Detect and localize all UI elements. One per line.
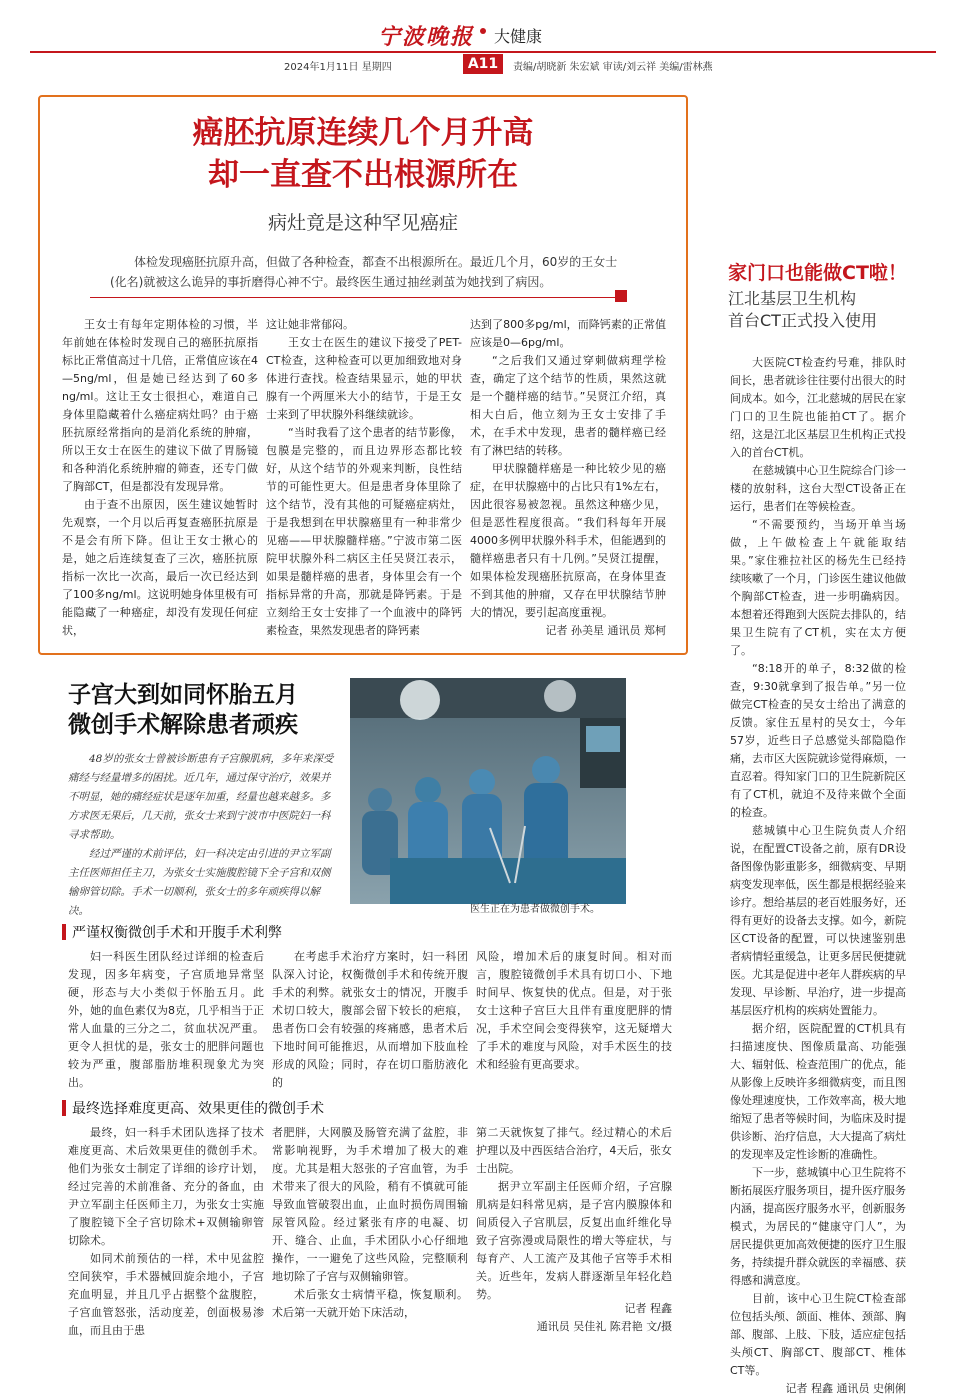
paragraph: 如同术前预估的一样，术中见盆腔空间狭窄，手术器械回旋余地小，子宫充血明显，并且几乎占据整个盆腹腔，子宫血管怒张，活动度差，创面极易渗血，而且由于患	[68, 1252, 264, 1337]
paragraph: 者肥胖，大网膜及肠管充满了盆腔，非常影响视野，为手术增加了极大的难度。尤其是粗大怒张的子宫血管，为手术带来了很大的风险，稍有不慎就可能导致血管破裂出血，止血时损伤周围输尿管风险。经过紧张有序的电凝、切开、缝合、止血，手术团队小心仔细地操作，一一避免了这些风险，完整顺利地切除了子宫与双侧输卵管。	[272, 1126, 468, 1283]
surgery-photo-illustration	[350, 678, 626, 904]
section-name: 大健康	[494, 27, 543, 46]
article2-section1-column-3	[476, 948, 672, 1088]
paragraph: 风险，增加术后的康复时间。相对而言，腹腔镜微创手术具有切口小、下地时间早、恢复快的优点。但是，对于张女士这种子宫巨大且伴有重度肥胖的情况，手术空间会变得狭窄，这无疑增大了手术的难度与风险，对手术医生的技术和经验有更高要求。	[476, 950, 672, 1071]
sidebar-subheadline	[728, 288, 877, 332]
editor-credits: 责编/胡晓新 朱宏斌 审读/刘云祥 美编/雷林燕	[513, 62, 713, 73]
paragraph: 妇一科医生团队经过详细的检查后发现，因多年病变，子宫质地异常坚硬，形态与大小类似于怀胎五月。此外，她的血色素仅为8克，几乎相当于正常人血量的三分之二，贫血状况严重。更令人担忧的是，张女士的肥胖问题也较为严重，腹部脂肪堆积现象尤为突出。	[68, 950, 264, 1089]
photo-caption: 医生正在为患者做微创手术。	[470, 904, 600, 915]
lead-divider	[90, 297, 615, 298]
sidebar-subheadline-line2: 首台CT正式投入使用	[728, 311, 877, 330]
sidebar-subheadline-line1: 江北基层卫生机构	[728, 289, 857, 308]
paragraph: “当时我看了这个患者的结节影像，包膜是完整的，而且边界形态都比较好，从这个结节的外观来判断，良性结节的可能性更大。但是患者身体里除了这个结节，没有其他的可疑癌症病灶，于是我想到在甲状腺癌里有一种非常少见癌——甲状腺髓样癌。”宁波市第二医院甲状腺外科二病区主任吴贤江表示，如果是髓样癌的患者，身体里会有一个指标异常的升高，那就是降钙素。于是立刻给王女士安排了一个血液中的降钙素检查，果然发现患者的降钙素	[266, 426, 462, 637]
byline-correspondent: 通讯员 吴佳礼 陈君艳 文/摄	[536, 1320, 672, 1333]
paragraph: 在慈城镇中心卫生院综合门诊一楼的放射科，这台大型CT设备正在运行，患者们在等候检查。	[730, 464, 906, 513]
paragraph: 下一步，慈城镇中心卫生院将不断拓展医疗服务项目，提升医疗服务内涵，提高医疗服务水平，创新服务模式，为居民的“健康守门人”，为居民提供更加高效便捷的医疗卫生服务，持续提升群众就医的幸福感、获得感和满意度。	[730, 1166, 906, 1287]
lead-headline-line2: 却一直查不出根源所在	[208, 157, 518, 193]
paragraph: 据尹立军副主任医师介绍，子宫腺肌病是妇科常见病，是子宫内膜腺体和间质侵入子宫肌层，反复出血纤维化导致子宫弥漫或局限性的增大等症状，与每育产、人工流产及其他子宫等手术相关。近些年，发病人群逐渐呈年轻化趋势。	[476, 1180, 672, 1301]
paragraph: 慈城镇中心卫生院负责人介绍说，在配置CT设备之前，原有DR设备图像伪影重影多，细微病变、早期病变发现率低，医生都是根据经验来诊疗。想给基层的老百姓服务好，还得有更好的设备去支撑。如今，新院区CT设备的配置，可以快速鉴别患者病情轻重缓急，让更多居民便捷就医。尤其是促进中老年人群疾病的早发现、早诊断、早治疗，进一步提高基层医疗机构的疾病处置能力。	[730, 824, 906, 1017]
lead-subheadline: 病灶竟是这种罕见癌症	[267, 212, 458, 234]
lead-column-3	[470, 316, 666, 646]
masthead-rule	[30, 51, 936, 53]
paragraph: “不需要预约，当场开单当场做，上午做检查上午就能取结果。”家住雅拉社区的杨先生已经持续咳嗽了一个月，门诊医生建议他做个胸部CT检查，进一步明确病因。本想着还得跑到大医院去排队的，结果卫生院有了CT机，实在太方便了。	[730, 518, 906, 657]
paragraph: 最终，妇一科手术团队选择了技术难度更高、术后效果更佳的微创手术。他们为张女士制定了详细的诊疗计划，经过完善的术前准备、充分的备血，由尹立军副主任医师主刀，为张女士实施了腹腔镜下全子宫切除术+双侧输卵管切除术。	[68, 1126, 264, 1247]
lead-intro: 体检发现癌胚抗原升高，但做了各种检查，都查不出根源所在。最近几个月，60岁的王女士(化名)就被这么诡异的事折磨得心神不宁。最终医生通过抽丝剥茧为她找到了病因。	[110, 255, 618, 289]
paragraph: 第二天就恢复了排气。经过精心的术后护理以及中西医结合治疗，4天后，张女士出院。	[476, 1126, 672, 1175]
article2-subhead-1: 严谨权衡微创手术和开腹手术利弊	[72, 925, 282, 941]
paragraph: 目前，该中心卫生院CT检查部位包括头颅、颌面、椎体、颈部、胸部、腹部、上肢、下肢，适应症包括头颅CT、胸部CT、腹部CT、椎体CT等。	[730, 1292, 906, 1377]
newspaper-logo: 宁波晚报	[378, 24, 475, 50]
surgery-photo	[350, 678, 626, 904]
article2-section2-column-3	[476, 1124, 672, 1324]
lead-divider-marker	[615, 290, 627, 302]
article2-section1-column-1	[68, 948, 264, 1088]
byline-reporter: 记者 程鑫	[624, 1302, 672, 1315]
lead-headline-line1: 癌胚抗原连续几个月升高	[192, 115, 534, 151]
lead-column-2	[266, 316, 462, 646]
paragraph: 达到了800多pg/ml，而降钙素的正常值应该是0—6pg/ml。	[470, 318, 666, 349]
article2-section2-column-1	[68, 1124, 264, 1337]
paragraph: 甲状腺髓样癌是一种比较少见的癌症，在甲状腺癌中的占比只有1%左右，因此很容易被忽视。虽然这种癌少见，但是恶性程度很高。“我们科每年开展4000多例甲状腺外科手术，但能遇到的髓样癌患者只有十几例。”吴贤江提醒，如果体检发现癌胚抗原高，在身体里查不到其他的肿瘤，又存在甲状腺结节肿大的情况，要引起高度重视。	[470, 462, 666, 619]
lead-headline	[40, 112, 686, 196]
paragraph: 据介绍，医院配置的CT机具有扫描速度快、图像质量高、功能强大、辐射低、检查范围广的优点，能从影像上反映许多细微病变，而且图像处理速度快，工作效率高，极大地缩短了患者等候时间，为临床及时提供诊断、治疗信息，大大提高了病灶的发现率及定性诊断的准确性。	[730, 1022, 906, 1161]
subhead-marker	[62, 1100, 66, 1116]
paragraph: 经过严谨的术前评估，妇一科决定由引进的尹立军副主任医师担任主刀，为张女士实施腹腔镜下全子宫和双侧输卵管切除。手术一切顺利，张女士的多年顽疾得以解决。	[68, 848, 331, 917]
paragraph: 王女士有每年定期体检的习惯，半年前她在体检时发现自己的癌胚抗原指标比正常值高过十几倍，正常值应该在4—5ng/ml，但是她已经达到了60多ng/ml。这让王女士很担心，难道自己身体里隐藏着什么癌症病灶吗？由于癌胚抗原经常指向的是消化系统的肿瘤，所以王女士在医生的建议下做了胃肠镜和各种消化系统肿瘤的筛查，还专门做了胸部CT，但是都没有发现异常。	[62, 318, 258, 493]
paragraph: 术后张女士病情平稳，恢复顺利。术后第一天就开始下床活动，	[272, 1288, 468, 1319]
article2-headline	[68, 680, 358, 740]
paragraph: “8:18开的单子，8:32做的检查，9:30就拿到了报告单。”另一位做完CT检查的吴女士给出了满意的反馈。家住五星村的吴女士，今年57岁，近些日子总感觉头部隐隐作痛，去市区大医院就诊觉得麻烦，一直忍着。得知家门口的卫生院新院区有了CT机，就迫不及待来做个全面的检查。	[730, 662, 906, 819]
paragraph: 这让她非常郁闷。	[266, 318, 354, 331]
issue-date: 2024年1月11日 星期四	[284, 62, 392, 73]
paragraph: 48岁的张女士曾被诊断患有子宫腺肌病，多年来深受痛经与经量增多的困扰。近几年，通过保守治疗，效果并不明显，她的痛经症状是逐年加重，经量也越来越多。多方求医无果后，几天前，张女士来到宁波市中医院妇一科寻求帮助。	[68, 753, 334, 841]
separator-dot	[480, 28, 486, 34]
article2-subhead-2: 最终选择难度更高、效果更佳的微创手术	[72, 1101, 324, 1117]
paragraph: “之后我们又通过穿刺做病理学检查，确定了这个结节的性质，果然这就是一个髓样癌的结节。”吴贤江介绍，真相大白后，他立刻为王女士安排了手术，在手术中发现，患者的髓样癌已经有了淋巴结的转移。	[470, 354, 666, 457]
article2-byline	[476, 1300, 672, 1340]
byline: 记者 孙美星 通讯员 郑柯	[545, 624, 666, 637]
article2-section2-column-2	[272, 1124, 468, 1324]
sidebar-column	[730, 354, 906, 1395]
paragraph: 由于查不出原因，医生建议她暂时先观察，一个月以后再复查癌胚抗原是不是会有所下降。但让王女士揪心的是，她之后连续复查了三次，癌胚抗原指标一次比一次高，最后一次已经达到了100多ng/ml。这说明她身体里极有可能隐藏了一种癌症，却没有发现任何症状，	[62, 498, 258, 637]
article2-section1-column-2	[272, 948, 468, 1088]
page-number: A11	[463, 54, 503, 74]
lead-column-1	[62, 316, 258, 646]
paragraph: 王女士在医生的建议下接受了PET-CT检查，这种检查可以更加细致地对身体进行查找。检查结果显示，她的甲状腺有一个两厘米大小的结节，于是王女士来到了甲状腺外科继续就诊。	[266, 336, 462, 421]
sidebar-headline: 家门口也能做CT啦！	[728, 262, 907, 284]
article2-intro	[68, 750, 340, 921]
article2-headline-line1: 子宫大到如同怀胎五月	[68, 682, 298, 708]
paragraph: 在考虑手术治疗方案时，妇一科团队深入讨论，权衡微创手术和传统开腹手术的利弊。就张女士的情况，开腹手术切口较大，腹部会留下较长的疤痕，患者伤口会有较强的疼痛感，患者术后下地时间可能推迟，从而增加下肢血栓形成的风险；同时，存在切口脂肪液化的	[272, 950, 468, 1089]
subhead-marker	[62, 924, 66, 940]
article2-headline-line2: 微创手术解除患者顽疾	[68, 712, 298, 738]
masthead	[0, 0, 956, 80]
sidebar-byline: 记者 程鑫 通讯员 史俐俐	[785, 1382, 906, 1395]
paragraph: 大医院CT检查约号难，排队时间长，患者就诊往往要付出很大的时间成本。如今，江北慈城的居民在家门口的卫生院也能拍CT了。据介绍，这是江北区基层卫生机构正式投入的首台CT机。	[730, 356, 906, 459]
